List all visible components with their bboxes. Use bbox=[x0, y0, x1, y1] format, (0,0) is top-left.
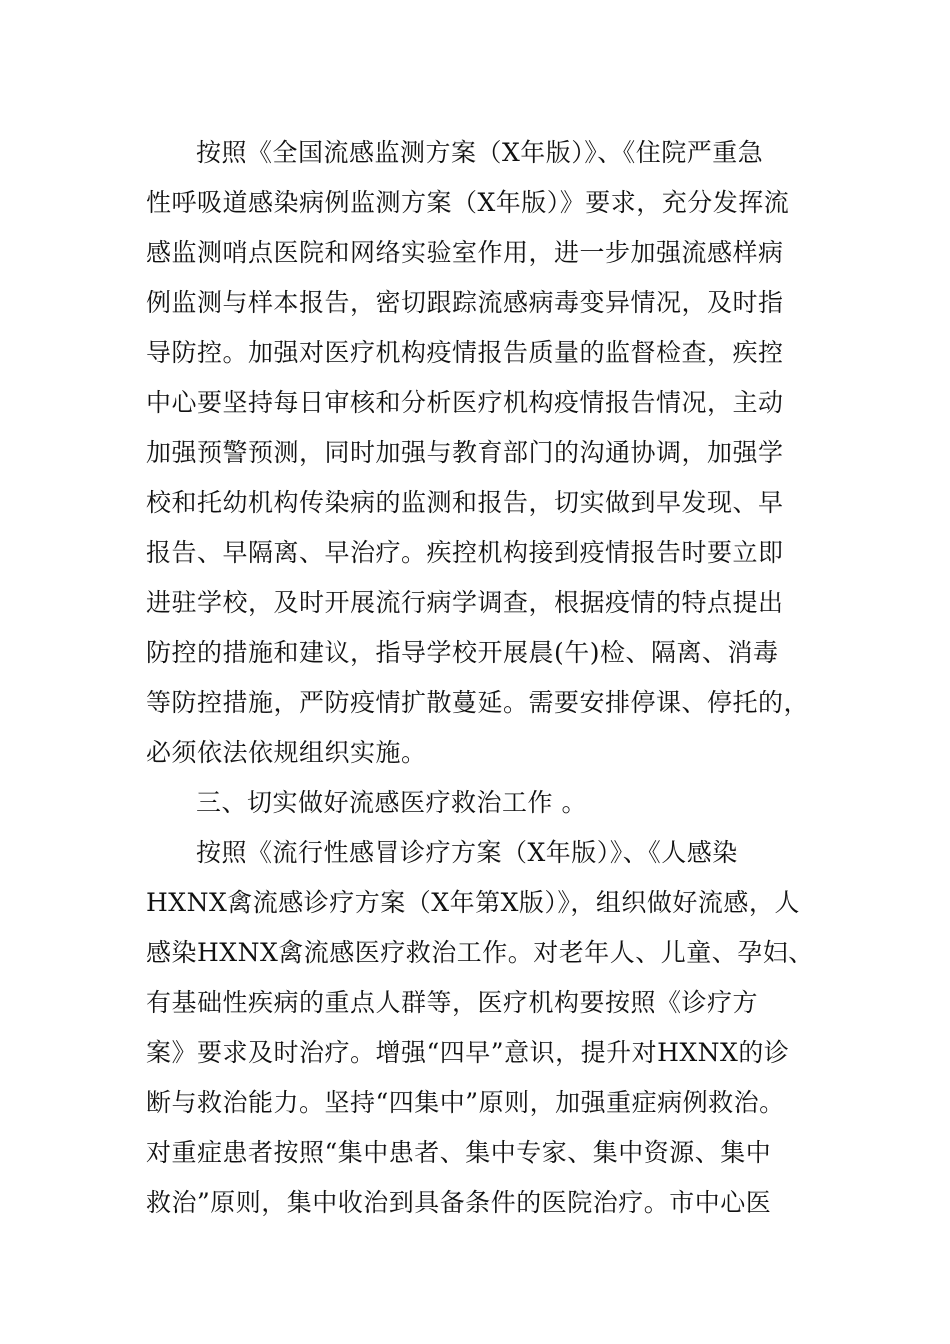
paragraph-1-line-4: 例监测与样本报告，密切跟踪流感病毒变异情况，及时指 bbox=[146, 288, 784, 317]
paragraph-1-line-9: 报告、早隔离、早治疗。疾控机构接到疫情报告时要立即 bbox=[146, 538, 784, 567]
paragraph-1-line-13: 必须依法依规组织实施。 bbox=[146, 738, 427, 767]
paragraph-2-line-2: HXNX禽流感诊疗方案（X年第X版）》，组织做好流感，人 bbox=[146, 888, 800, 917]
paragraph-1-line-2: 性呼吸道感染病例监测方案（X年版）》要求，充分发挥流 bbox=[146, 188, 790, 217]
paragraph-2-line-1: 按照《流行性感冒诊疗方案（X年版）》、《人感染 bbox=[196, 838, 738, 867]
paragraph-1-line-1: 按照《全国流感监测方案（X年版）》、《住院严重急 bbox=[196, 138, 764, 167]
paragraph-2-line-4: 有基础性疾病的重点人群等，医疗机构要按照《诊疗方 bbox=[146, 988, 759, 1017]
paragraph-1-line-7: 加强预警预测，同时加强与教育部门的沟通协调，加强学 bbox=[146, 438, 784, 467]
paragraph-1-line-6: 中心要坚持每日审核和分析医疗机构疫情报告情况，主动 bbox=[146, 388, 784, 417]
paragraph-2-line-6: 断与救治能力。坚持“四集中”原则，加强重症病例救治。 bbox=[146, 1088, 785, 1117]
paragraph-1-line-12: 等防控措施，严防疫情扩散蔓延。需要安排停课、停托的， bbox=[146, 688, 810, 717]
paragraph-2-line-8: 救治”原则，集中收治到具备条件的医院治疗。市中心医 bbox=[146, 1188, 772, 1217]
paragraph-1-line-8: 校和托幼机构传染病的监测和报告，切实做到早发现、早 bbox=[146, 488, 784, 517]
paragraph-1-line-10: 进驻学校，及时开展流行病学调查，根据疫情的特点提出 bbox=[146, 588, 784, 617]
paragraph-1-line-11: 防控的措施和建议，指导学校开展晨(午)检、隔离、消毒 bbox=[146, 638, 779, 667]
paragraph-2-line-3: 感染HXNX禽流感医疗救治工作。对老年人、儿童、孕妇、 bbox=[146, 938, 814, 967]
section-heading: 三、切实做好流感医疗救治工作 。 bbox=[196, 788, 587, 817]
paragraph-2-line-7: 对重症患者按照“集中患者、集中专家、集中资源、集中 bbox=[146, 1138, 772, 1167]
paragraph-2-line-5: 案》要求及时治疗。增强“四早”意识，提升对HXNX的诊 bbox=[146, 1038, 790, 1067]
paragraph-1-line-3: 感监测哨点医院和网络实验室作用，进一步加强流感样病 bbox=[146, 238, 784, 267]
paragraph-1-line-5: 导防控。加强对医疗机构疫情报告质量的监督检查，疾控 bbox=[146, 338, 784, 367]
